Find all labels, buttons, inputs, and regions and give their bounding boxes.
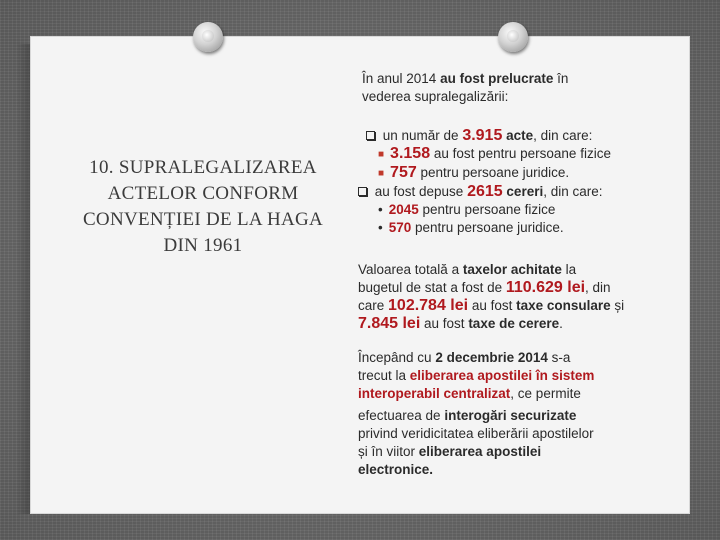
title-line-2: ACTELOR CONFORM bbox=[107, 183, 299, 204]
title-line-3: CONVENȚIEI DE LA HAGA bbox=[82, 209, 324, 230]
acts-count: 3.915 bbox=[462, 127, 503, 144]
text: , din bbox=[585, 280, 611, 295]
text-bold: taxelor achitate bbox=[462, 262, 562, 277]
title-line-1: 10. SUPRALEGALIZAREA bbox=[89, 157, 317, 178]
text: Valoarea totală a bbox=[358, 262, 463, 277]
requests-physical-count: 2045 bbox=[388, 202, 419, 217]
text: În anul 2014 bbox=[362, 71, 441, 86]
text-bold: electronice. bbox=[358, 462, 434, 477]
apostille-paragraph bbox=[358, 349, 658, 479]
text: au fost bbox=[420, 316, 469, 331]
text-bold: cereri bbox=[502, 184, 544, 199]
acts-legal-count: 757 bbox=[390, 164, 417, 181]
slide-title bbox=[58, 155, 348, 259]
text: , ce permite bbox=[510, 386, 581, 401]
text-bold: eliberarea apostilei bbox=[418, 444, 542, 459]
text-red: interoperabil centralizat bbox=[358, 386, 511, 401]
text: au fost bbox=[468, 298, 517, 313]
text: pentru persoane juridice. bbox=[411, 220, 564, 235]
stats-list bbox=[358, 127, 658, 237]
sub-bullet-physical-requests bbox=[358, 201, 658, 219]
title-line-4: DIN 1961 bbox=[163, 235, 243, 256]
text-bold: acte bbox=[502, 128, 534, 143]
square-bullet-icon: ■ bbox=[378, 168, 385, 179]
text: pentru persoane fizice bbox=[418, 202, 556, 217]
text: privind veridicitatea eliberării apostilelor bbox=[358, 426, 594, 441]
text-bold: taxe de cerere bbox=[468, 316, 560, 331]
requests-legal-count: 570 bbox=[388, 220, 412, 235]
acts-physical-count: 3.158 bbox=[390, 145, 431, 162]
text: trecut la bbox=[358, 368, 410, 383]
sub-bullet-physical bbox=[358, 145, 658, 164]
bullet-requests bbox=[358, 183, 658, 201]
dot-bullet-icon: • bbox=[378, 202, 383, 217]
consular-taxes-amount: 102.784 lei bbox=[388, 297, 469, 314]
total-taxes-amount: 110.629 lei bbox=[505, 279, 586, 296]
text: . bbox=[559, 316, 563, 331]
text: vederea supralegalizării: bbox=[362, 89, 509, 104]
bullet-acts bbox=[358, 127, 658, 145]
dot-bullet-icon: • bbox=[378, 220, 383, 235]
text: , din care: bbox=[533, 128, 593, 143]
text: și în viitor bbox=[358, 444, 419, 459]
request-taxes-amount: 7.845 lei bbox=[358, 315, 421, 332]
slide-content bbox=[358, 70, 658, 479]
taxes-paragraph bbox=[358, 261, 658, 333]
text: , din care: bbox=[543, 184, 603, 199]
text: care bbox=[358, 298, 389, 313]
text: Începând cu bbox=[358, 350, 436, 365]
text-red: eliberarea apostilei în sistem bbox=[409, 368, 595, 383]
checkbox-bullet-icon bbox=[366, 131, 375, 140]
text: au fost pentru persoane fizice bbox=[430, 146, 611, 161]
pushpin-left-icon bbox=[193, 22, 223, 52]
text: s-a bbox=[547, 350, 571, 365]
text: bugetul de stat a fost de bbox=[358, 280, 506, 295]
text-bold: taxe consulare bbox=[516, 298, 611, 313]
text: efectuarea de bbox=[358, 408, 445, 423]
sub-bullet-legal bbox=[358, 164, 658, 183]
text: la bbox=[561, 262, 577, 277]
sub-bullet-legal-requests bbox=[358, 219, 658, 237]
requests-count: 2615 bbox=[467, 183, 503, 200]
pushpin-right-icon bbox=[498, 22, 528, 52]
date-bold: 2 decembrie 2014 bbox=[435, 350, 548, 365]
text: și bbox=[610, 298, 625, 313]
text-bold: interogări securizate bbox=[444, 408, 577, 423]
checkbox-bullet-icon bbox=[358, 187, 367, 196]
text: au fost depuse bbox=[371, 184, 468, 199]
square-bullet-icon: ■ bbox=[378, 149, 385, 160]
text: în bbox=[553, 71, 569, 86]
text-bold: au fost prelucrate bbox=[440, 71, 554, 86]
intro-paragraph bbox=[358, 70, 658, 106]
text: pentru persoane juridice. bbox=[416, 165, 570, 180]
text: un număr de bbox=[379, 128, 463, 143]
